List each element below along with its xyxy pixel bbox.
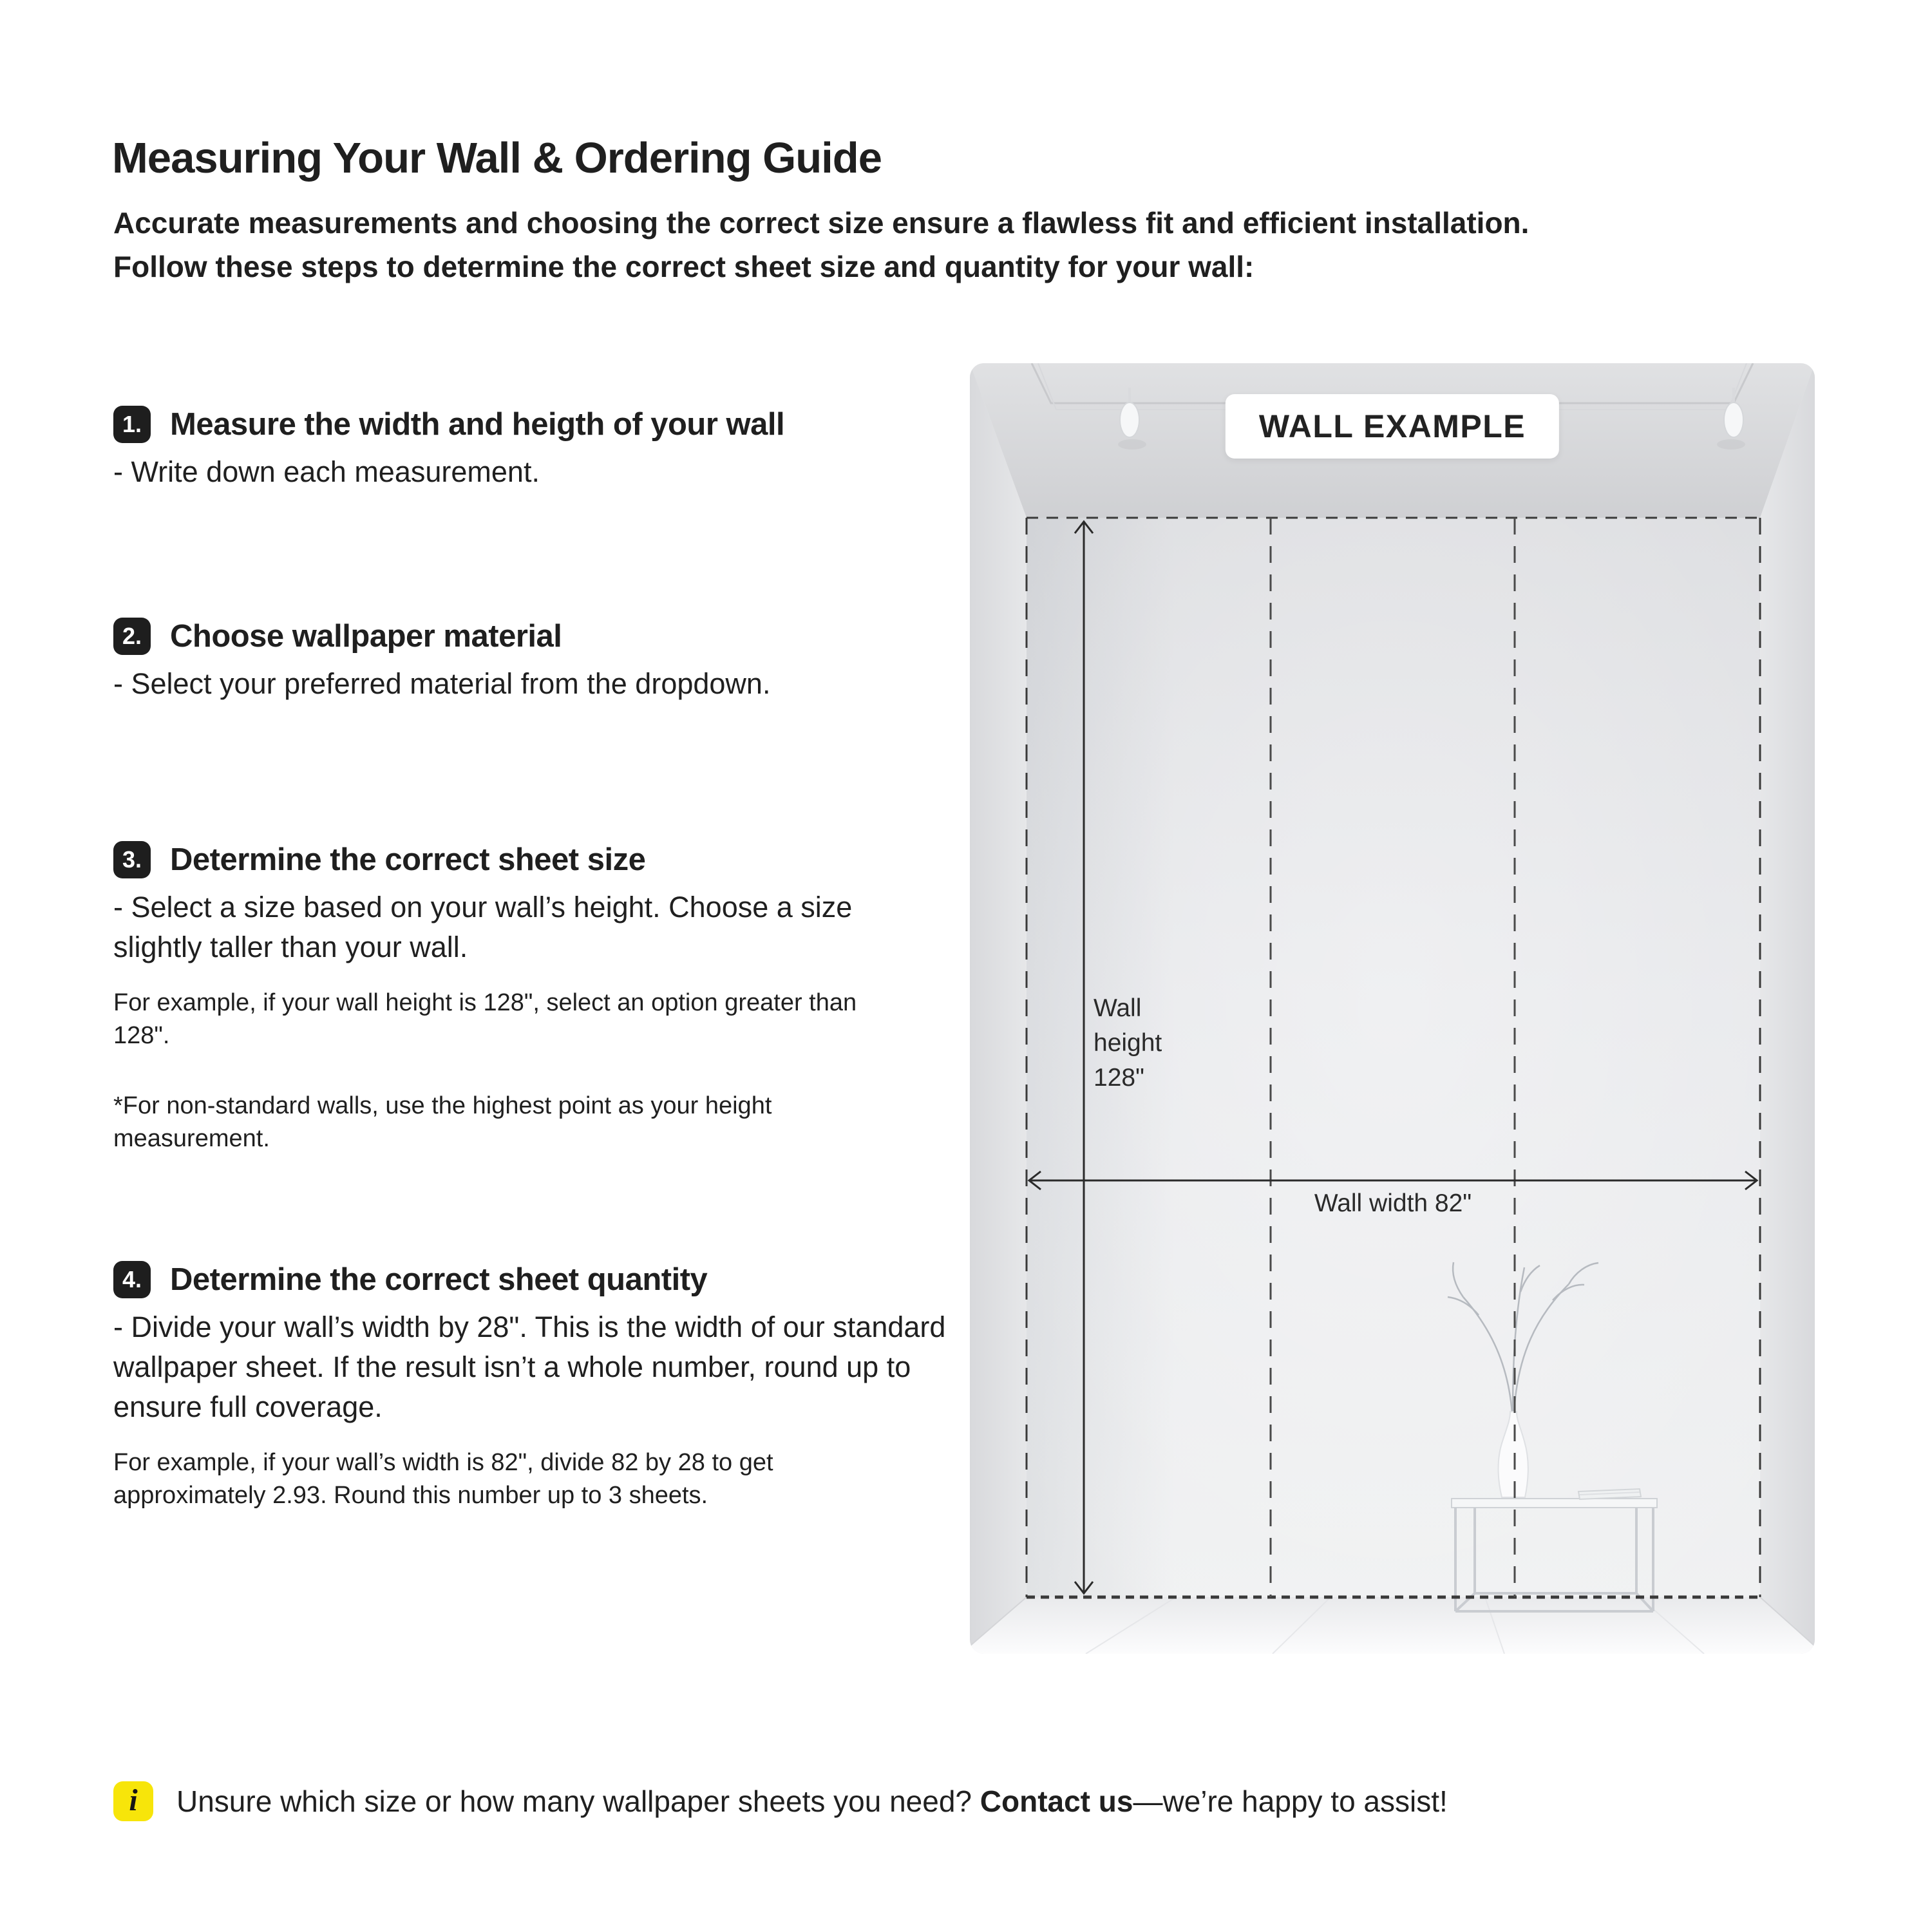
step-1-heading: Measure the width and heigth of your wall — [170, 407, 785, 442]
step-3-header — [113, 841, 980, 878]
footer-text-end: —we’re happy to assist! — [1133, 1785, 1448, 1818]
step-4 — [113, 1261, 980, 1512]
footer-note — [113, 1781, 1448, 1821]
contact-us-link[interactable]: Contact us — [980, 1785, 1133, 1818]
step-2-body: - Select your preferred material from the dropdown. — [113, 667, 771, 700]
wall-example-badge: WALL EXAMPLE — [1226, 394, 1559, 459]
wall-width-label: Wall width 82" — [1314, 1189, 1472, 1217]
intro-line-1: Accurate measurements and choosing the correct size ensure a flawless fit and efficient installation. — [113, 206, 1530, 240]
step-1 — [113, 406, 980, 492]
step-4-body: - Divide your wall’s width by 28". This is the width of our standard wallpaper sheet. If the result isn’t a whole number, round up to ensure full coverage. — [113, 1311, 946, 1423]
step-2-badge: 2. — [113, 618, 151, 655]
step-1-badge: 1. — [113, 406, 151, 443]
step-3 — [113, 841, 980, 1155]
step-4-badge: 4. — [113, 1261, 151, 1298]
step-4-heading: Determine the correct sheet quantity — [170, 1262, 708, 1297]
info-icon: i — [113, 1781, 153, 1821]
footer-text — [176, 1784, 1448, 1819]
footer-text-start: Unsure which size or how many wallpaper sheets you need? — [176, 1785, 980, 1818]
step-3-body: - Select a size based on your wall’s height. Choose a size slightly taller than your wall. — [113, 891, 853, 963]
step-3-nonstandard-note: *For non-standard walls, use the highest point as your height measurement. — [113, 1092, 772, 1152]
step-2-header — [113, 618, 980, 655]
wall-example-photo — [970, 363, 1815, 1654]
book — [1578, 1489, 1641, 1499]
left-wall — [970, 363, 1027, 1646]
step-4-header — [113, 1261, 980, 1298]
step-3-badge: 3. — [113, 841, 151, 878]
right-wall — [1760, 363, 1815, 1646]
step-2-heading: Choose wallpaper material — [170, 619, 562, 654]
intro-line-2: Follow these steps to determine the correct sheet size and quantity for your wall: — [113, 250, 1255, 283]
intro-paragraph — [113, 201, 1891, 289]
step-4-example-note: For example, if your wall’s width is 82", divide 82 by 28 to get approximately 2.93. Round this number up to 3 sheets. — [113, 1449, 773, 1509]
wall-height-label: Wall height 128" — [1094, 994, 1162, 1092]
floor — [970, 1597, 1815, 1654]
step-2 — [113, 618, 980, 704]
step-1-header — [113, 406, 980, 443]
step-3-example-note: For example, if your wall height is 128", select an option greater than 128". — [113, 989, 857, 1049]
step-1-body: - Write down each measurement. — [113, 455, 540, 488]
page-title: Measuring Your Wall & Ordering Guide — [112, 133, 882, 182]
step-3-heading: Determine the correct sheet size — [170, 842, 646, 877]
